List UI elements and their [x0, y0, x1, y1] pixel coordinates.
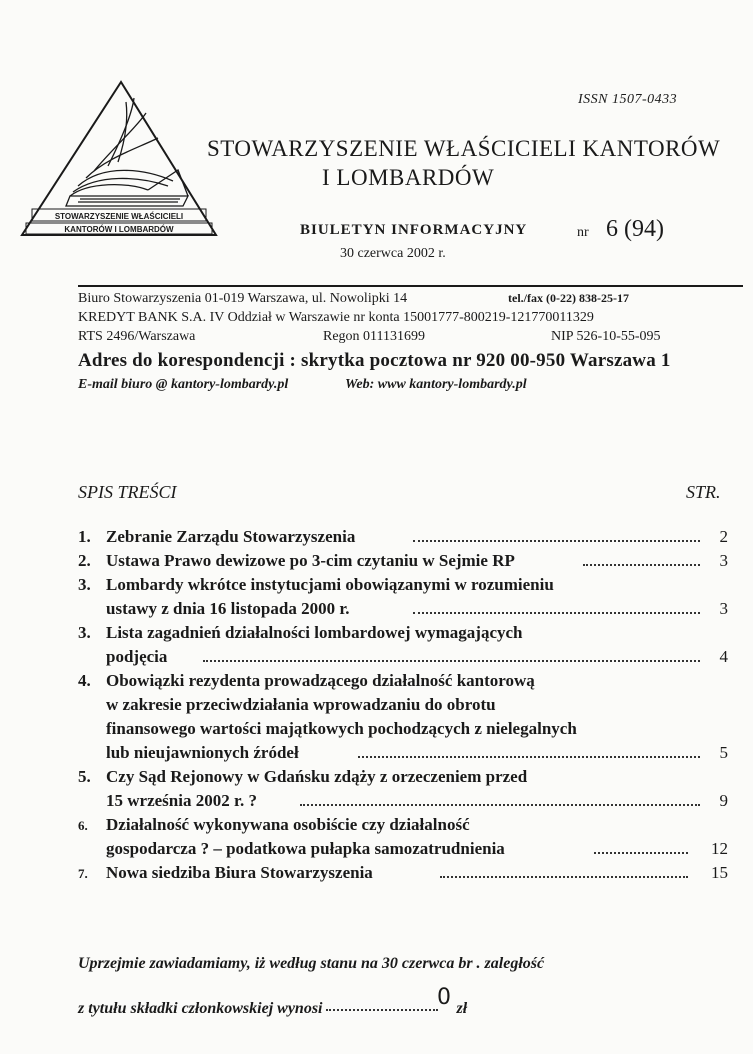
- toc-item-page: 4: [719, 647, 728, 666]
- dues-notice-line1: Uprzejmie zawiadamiamy, iż według stanu na 30 czerwca br . zaległość: [78, 955, 545, 972]
- toc-leader: [583, 564, 700, 566]
- header-divider: [78, 285, 743, 287]
- regon-number: Regon 011131699: [323, 329, 426, 344]
- organization-name-line1: STOWARZYSZENIE WŁAŚCICIELI KANTORÓW: [207, 136, 721, 161]
- toc-item: [78, 575, 728, 621]
- toc-item-title: Lista zagadnień działalności lombardowej wymagających: [106, 623, 523, 642]
- toc-item-number: 7.: [78, 866, 88, 881]
- toc-leader: [413, 540, 700, 542]
- toc-leader: [413, 612, 700, 614]
- logo-text-line2: KANTORÓW I LOMBARDÓW: [64, 225, 174, 234]
- nip-number: NIP 526-10-55-095: [551, 329, 661, 344]
- toc-item-title: Zebranie Zarządu Stowarzyszenia: [106, 527, 356, 546]
- toc-leader: [440, 876, 688, 878]
- toc-item: [78, 815, 728, 861]
- toc-item-page: 3: [719, 551, 728, 570]
- rts-number: RTS 2496/Warszawa: [78, 329, 196, 344]
- toc-item-title-cont: gospodarcza ? – podatkowa pułapka samozatrudnienia: [106, 839, 505, 858]
- amount-blank: [326, 1009, 438, 1011]
- toc-item-page: 12: [711, 839, 728, 858]
- toc-item-number: 3.: [78, 575, 91, 594]
- toc-item-number: 1.: [78, 527, 91, 546]
- logo-text-line1: STOWARZYSZENIE WŁAŚCICIELI: [54, 212, 184, 221]
- toc-item: [78, 767, 728, 813]
- toc-item-page: 9: [719, 791, 728, 810]
- toc-leader: [203, 660, 700, 662]
- website: Web: www kantory-lombardy.pl: [345, 377, 527, 392]
- toc-title: SPIS TREŚCI: [78, 482, 177, 502]
- toc-item-title-cont: lub nieujawnionych źródeł: [106, 743, 299, 762]
- issue-number-label: nr: [577, 225, 589, 240]
- toc-item-title-cont: w zakresie przeciwdziałania wprowadzaniu do obrotu: [106, 695, 496, 714]
- issn-number: ISSN 1507-0433: [578, 92, 678, 107]
- issue-date: 30 czerwca 2002 r.: [340, 246, 446, 261]
- toc-item-number: 4.: [78, 671, 91, 690]
- correspondence-address: Adres do korespondencji : skrytka pocztowa nr 920 00-950 Warszawa 1: [78, 350, 671, 371]
- toc-item: [78, 551, 728, 573]
- toc-item: [78, 527, 728, 549]
- office-address: Biuro Stowarzyszenia 01-019 Warszawa, ul. Nowolipki 14: [78, 291, 408, 306]
- toc-item-page: 15: [711, 863, 728, 882]
- bulletin-title: BIULETYN INFORMACYJNY: [300, 222, 528, 238]
- toc-item-title: Lombardy wkrótce instytucjami obowiązanymi w rozumieniu: [106, 575, 554, 594]
- toc-item-title-cont: finansowego wartości majątkowych pochodzących z nielegalnych: [106, 719, 577, 738]
- toc-leader: [300, 804, 700, 806]
- handwritten-amount: 0: [437, 985, 451, 1010]
- toc-item-title-cont: 15 września 2002 r. ?: [106, 791, 257, 810]
- toc-leader: [358, 756, 700, 758]
- toc-item-page: 2: [719, 527, 728, 546]
- toc-item-page: 5: [719, 743, 728, 762]
- email-address: E-mail biuro @ kantory-lombardy.pl: [78, 377, 289, 392]
- toc-leader: [594, 852, 688, 854]
- toc-item-number: 6.: [78, 818, 88, 833]
- organization-name-line2: I LOMBARDÓW: [322, 165, 495, 190]
- association-logo: [18, 78, 220, 238]
- issue-number: 6 (94): [606, 216, 664, 242]
- toc-page-header: STR.: [686, 482, 721, 502]
- toc-item: [78, 671, 728, 765]
- toc-item-title-cont: ustawy z dnia 16 listopada 2000 r.: [106, 599, 350, 618]
- telfax: tel./fax (0-22) 838-25-17: [508, 291, 629, 305]
- toc-item-number: 3.: [78, 623, 91, 642]
- bank-account: KREDYT BANK S.A. IV Oddział w Warszawie nr konta 15001777-800219-121770011329: [78, 310, 594, 325]
- toc-item-number: 5.: [78, 767, 91, 786]
- toc-item: [78, 863, 728, 885]
- toc-item-title: Działalność wykonywana osobiście czy działalność: [106, 815, 470, 834]
- toc-item-title: Czy Sąd Rejonowy w Gdańsku zdąży z orzeczeniem przed: [106, 767, 528, 786]
- dues-notice-line2: [78, 1000, 467, 1018]
- toc-item-title: Obowiązki rezydenta prowadzącego działalność kantorową: [106, 671, 535, 690]
- toc-item-title-cont: podjęcia: [106, 647, 168, 666]
- toc-item-page: 3: [719, 599, 728, 618]
- toc-item-title: Ustawa Prawo dewizowe po 3-cim czytaniu w Sejmie RP: [106, 551, 515, 570]
- toc-item-number: 2.: [78, 551, 91, 570]
- currency-label: zł: [456, 1000, 468, 1017]
- dues-notice-text: z tytułu składki członkowskiej wynosi: [78, 1000, 323, 1017]
- toc-item: [78, 623, 728, 669]
- toc-item-title: Nowa siedziba Biura Stowarzyszenia: [106, 863, 373, 882]
